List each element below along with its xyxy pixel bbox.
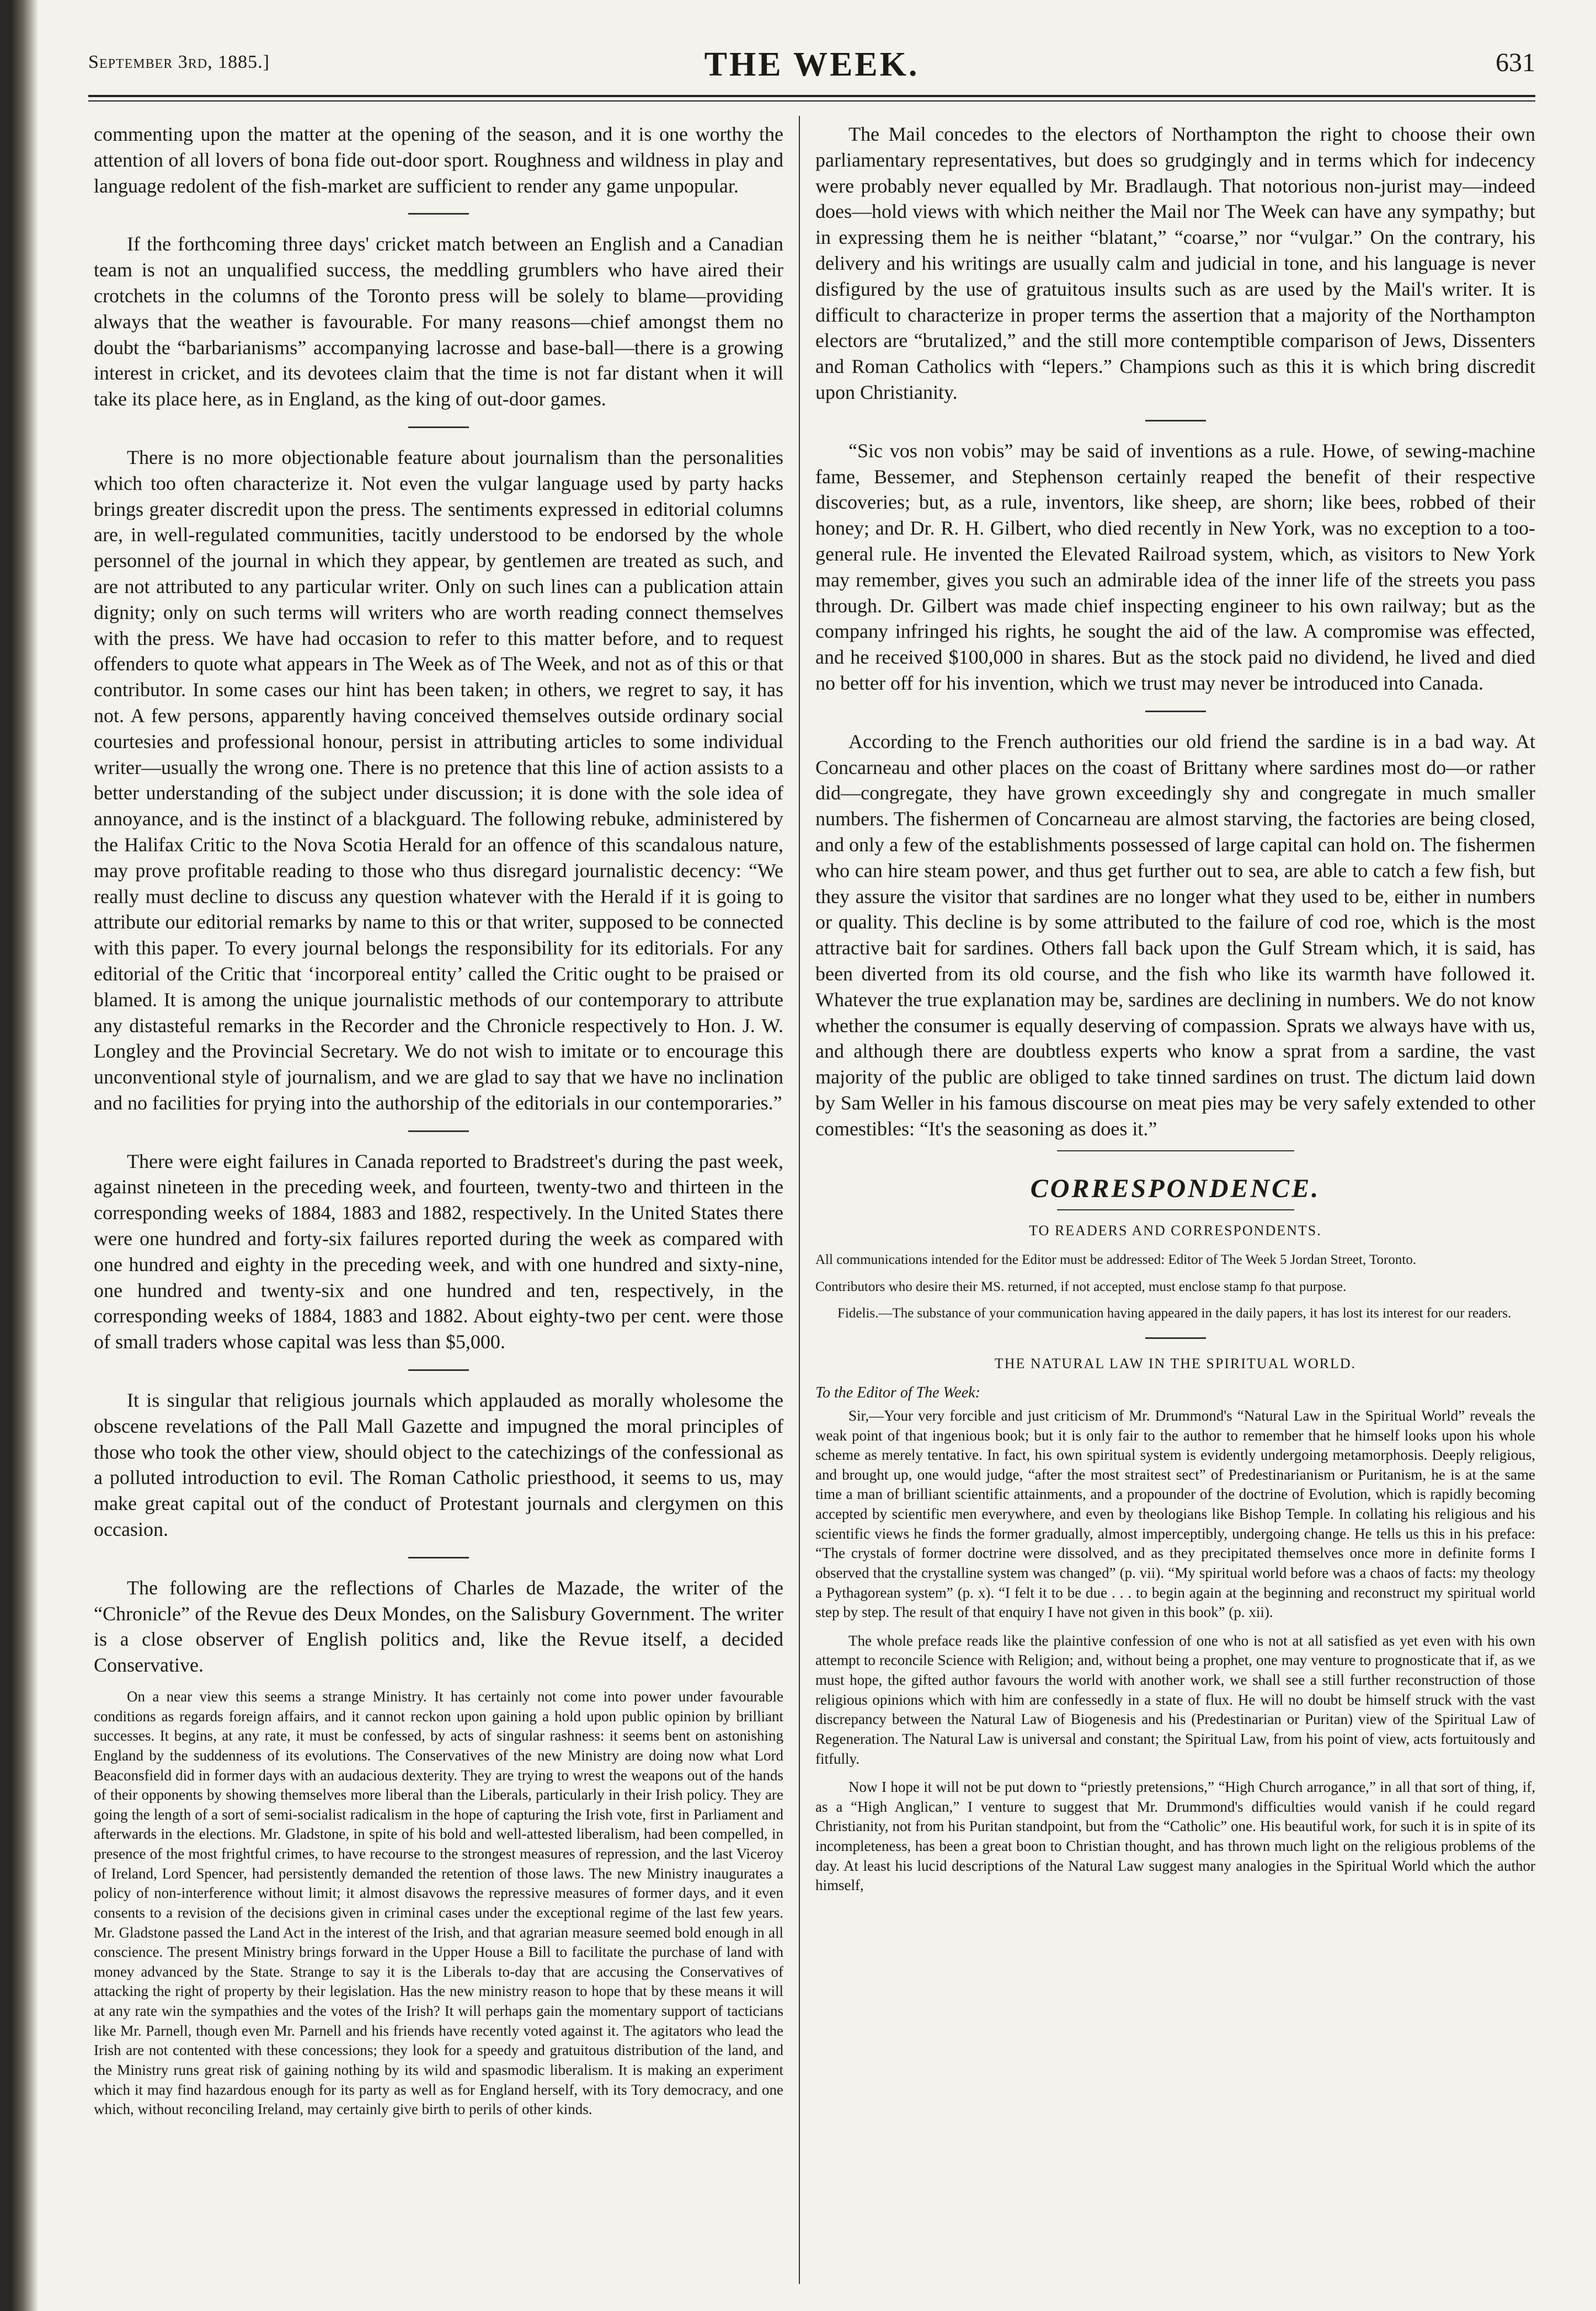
page-header	[88, 45, 1535, 89]
letter-paragraph: The whole preface reads like the plaintive confession of one who is not at all satisfied as yet even with his own attempt to reconcile Science with Religion; and, without being a prophet, one may venture to prognosticate that if, as we must hope, the gifted author favours the world with another work, we shall see a still further reconstruction of those religious opinions which with him are confessedly in a state of flux. He will no doubt be himself struck with the vast discrepancy between the Natural Law of Biogenesis and his (Predestinarian or Puritan) view of the Spiritual Law of Regeneration. The Natural Law is universal and constant; the Spiritual Law, from his point of view, acts fortuitously and fitfully.	[815, 1632, 1535, 1767]
issue-date: September 3rd, 1885.]	[88, 52, 270, 72]
section-separator	[1145, 420, 1206, 421]
letter-salutation: To the Editor of The Week:	[815, 1384, 980, 1401]
section-separator	[408, 426, 469, 428]
section-separator	[408, 1130, 469, 1132]
article-paragraph: If the forthcoming three days' cricket match between an English and a Canadian team is not an unqualified success, the meddling grumblers who have aired their crotchets in the columns of the Toronto press will be solely to blame—providing always that the weather is favourable. For many reasons—chief amongst them no doubt the “barbarianisms” accompanying lacrosse and base-ball—there is a growing interest in cricket, and its devotees claim that the time is not far distant when it will take its place here, as in England, as the king of out-door games.	[94, 233, 783, 410]
column-divider	[799, 116, 800, 2284]
article-paragraph: There were eight failures in Canada reported to Bradstreet's during the past week, against nineteen in the preceding week, and fourteen, twenty-two and thirteen in the corresponding weeks of 1884, 1883 and 1882, respectively. In the United States there were one hundred and forty-six failures reported during the week as compared with one hundred and eighty in the preceding week, and with one hundred and sixty-nine, one hundred and twenty-six and one hundred and ten, respectively, in the corresponding weeks of 1884, 1883 and 1882. About eighty-two per cent. were those of small traders whose capital was less than $5,000.	[94, 1150, 783, 1353]
right-column	[815, 121, 1535, 2284]
letter-paragraph: Now I hope it will not be put down to “priestly pretensions,” “High Church arrogance,” in all that sort of thing, if, as a “High Anglican,” I venture to suggest that Mr. Drummond's difficulties would vanish if he could regard Christianity, not from his Puritan standpoint, but from the “Catholic” one. His beautiful work, for such it is in spite of its incompleteness, has been a great boon to Christian thought, and has thrown much light on the religious problems of the day. At least his lucid descriptions of the Natural Law suggest many analogies in the Spiritual World which the author himself,	[815, 1779, 1535, 1894]
letter-title: THE NATURAL LAW IN THE SPIRITUAL WORLD.	[994, 1355, 1357, 1371]
article-paragraph: It is singular that religious journals which applauded as morally wholesome the obscene revelations of the Pall Mall Gazette and impugned the moral principles of those who took the other view, should object to the catechizings of the confessional as a polluted introduction to evil. The Roman Catholic priesthood, it seems to us, may make great capital out of the conduct of Protestant journals and clergymen on this occasion.	[94, 1389, 783, 1541]
header-rule-thin	[88, 100, 1535, 102]
section-separator	[408, 213, 469, 215]
readers-subheading: TO READERS AND CORRESPONDENTS.	[1029, 1223, 1322, 1239]
quoted-extract: On a near view this seems a strange Ministry. It has certainly not come into power under favourable conditions as regards foreign affairs, and it cannot reckon upon gaining a hold upon public opinion by brilliant successes. It begins, at any rate, it must be confessed, by acts of singular rashness: it seems bent on astonishing England by the suddenness of its evolutions. The Conservatives of the new Ministry are doing now what Lord Beaconsfield did in former days with an audacious dexterity. They are trying to wrest the weapons out of the hands of their opponents by showing themselves more liberal than the Liberals, particularly in their Irish policy. They are going the length of a sort of semi-socialist radicalism in the hope of capturing the Irish vote, first in Parliament and afterwards in the elections. Mr. Gladstone, in spite of his bold and well-attested liberalism, had been compelled, in presence of the most frightful crimes, to have recourse to the strongest measures of repression, and the last Viceroy of Ireland, Lord Spencer, had persistently demanded the retention of those laws. The new Ministry inaugurates a policy of non-interference without limit; it almost disavows the repressive measures of former days, and it even consents to a revision of the decisions given in criminal cases under the exceptional regime of the last few years. Mr. Gladstone passed the Land Act in the interest of the Irish, and that agrarian measure seemed bold enough in all conscience. The present Ministry brings forward in the Upper House a Bill to facilitate the purchase of land with money advanced by the State. Strange to say it is the Liberals to-day that are accusing the Conservatives of attacking the right of property by their legislation. Has the new ministry reason to hope that by these means it will at any rate win the sympathies and the votes of the Irish? It will perhaps gain the momentary support of tacticians like Mr. Parnell, though even Mr. Parnell and his friends have recently voted against it. The agitators who lead the Irish are not contented with these concessions; they look for a speedy and gratuitous distribution of the land, and the Ministry runs great risk of gaining nothing by its wild and spasmodic liberalism. It is making an experiment which it may find hazardous enough for its party as well as for England herself, with its Tory democracy, and one which, without reconciling Ireland, may certainly give birth to perils of other kinds.	[94, 1688, 783, 2118]
heading-underline	[1057, 1209, 1294, 1210]
section-separator	[408, 1369, 469, 1371]
article-paragraph: commenting upon the matter at the opening of the season, and it is one worthy the attention of all lovers of bona fide out-door sport. Roughness and wildness in play and language redolent of the fish-market are sufficient to render any game unpopular.	[94, 123, 783, 197]
editor-notice: Fidelis.—The substance of your communication having appeared in the daily papers, it has lost its interest for our readers.	[837, 1306, 1512, 1321]
left-column	[94, 121, 783, 2284]
section-separator	[408, 1557, 469, 1559]
page-number: 631	[1496, 48, 1535, 77]
article-paragraph: According to the French authorities our old friend the sardine is in a bad way. At Concarneau and other places on the coast of Brittany where sardines most do—or rather did—congregate, they have grown exceedingly shy and congregate in much smaller numbers. The fishermen of Concarneau are almost starving, the factories are being closed, and only a few of the establishments possessed of large capital can hold on. The fishermen who can hire steam power, and thus get further out to sea, are able to catch a few fish, but they assure the visitor that sardines are no longer what they used to be, either in numbers or quality. This decline is by some attributed to the failure of cod roe, which is the most attractive bait for sardines. Others fall back upon the Gulf Stream which, it is said, has been diverted from its old course, and the fish who like its warmth have followed it. Whatever the true explanation may be, sardines are declining in numbers. We do not know whether the consumer is equally deserving of compassion. Sprats we always have with us, and although there are doubtless experts who know a sprat from a sardine, the vast majority of the public are obliged to take tinned sardines on trust. The dictum laid down by Sam Weller in his famous discourse on meat pies may be very safely extended to other comestibles: “It's the seasoning as does it.”	[815, 730, 1535, 1140]
section-rule	[1057, 1150, 1294, 1151]
page-binding-shadow	[0, 0, 39, 2311]
masthead-title: THE WEEK.	[704, 46, 920, 83]
correspondence-heading: CORRESPONDENCE.	[1030, 1174, 1321, 1204]
editor-notice: Contributors who desire their MS. returned, if not accepted, must enclose stamp fo that purpose.	[815, 1279, 1347, 1294]
article-paragraph: “Sic vos non vobis” may be said of inventions as a rule. Howe, of sewing-machine fame, Bessemer, and Stephenson certainly reaped the benefit of their respective discoveries; but, as a rule, inventors, like sheep, are shorn; like bees, robbed of their honey; and Dr. R. H. Gilbert, who died recently in New York, was no exception to a too-general rule. He invented the Elevated Railroad system, which, as visitors to New York may remember, gives you such an admirable idea of the inner life of the streets you pass through. Dr. Gilbert was made chief inspecting engineer to his own railway; but as the company infringed his rights, he sought the aid of the law. A compromise was effected, and he received $100,000 in shares. But as the stock paid no dividend, he lived and died no better off for his invention, which we trust may never be introduced into Canada.	[815, 439, 1535, 694]
section-separator	[1145, 1337, 1206, 1339]
section-separator	[1145, 711, 1206, 712]
editor-notice: All communications intended for the Editor must be addressed: Editor of The Week 5 Jordan Street, Toronto.	[815, 1252, 1417, 1268]
letter-paragraph: Sir,—Your very forcible and just criticism of Mr. Drummond's “Natural Law in the Spiritual World” reveals the weak point of that ingenious book; but it is only fair to the author to remember that he himself looks upon his whole scheme as merely tentative. In fact, his own spiritual system is evidently undergoing metamorphosis. Deeply religious, and brought up, one would judge, “after the most straitest sect” of Predestinarianism or Puritanism, he is at the same time a man of brilliant scientific attainments, and a propounder of the doctrine of Evolution, which is rapidly becoming accepted by scientific men everywhere, and even by theologians like Bishop Temple. In collating his religious and his scientific views he finds the former gradually, almost imperceptibly, undergoing change. He tells us this in his preface: “The crystals of former doctrine were dissolved, and as they precipitated themselves once more in definite forms I observed that the crystalline system was changed” (p. vii). “My spiritual world before was a chaos of facts: my theology a Pythagorean system” (p. x). “I felt it to be due . . . to begin again at the beginning and reconstruct my spiritual world step by step. The result of that enquiry I have not given in this book” (p. xii).	[815, 1407, 1535, 1621]
article-paragraph: The following are the reflections of Charles de Mazade, the writer of the “Chronicle” of the Revue des Deux Mondes, on the Salisbury Government. The writer is a close observer of English politics and, like the Revue itself, a decided Conservative.	[94, 1576, 783, 1677]
header-rule	[88, 95, 1535, 97]
article-paragraph: The Mail concedes to the electors of Northampton the right to choose their own parliamentary representatives, but does so grudgingly and in terms which for indecency were probably never equalled by Mr. Bradlaugh. That notorious non-jurist may—indeed does—hold views with which neither the Mail nor The Week can have any sympathy; but in expressing them he is neither “blatant,” “coarse,” nor “vulgar.” On the contrary, his delivery and his writings are usually calm and judicial in tone, and his language is never disfigured by the use of gratuitous insults such as are used by the Mail's writer. It is difficult to characterize in proper terms the assertion that a majority of the Northampton electors are “brutalized,” and the still more contemptible comparison of Jews, Dissenters and Roman Catholics with “lepers.” Champions such as this it is which bring discredit upon Christianity.	[815, 123, 1535, 403]
article-paragraph: There is no more objectionable feature about journalism than the personalities which too often characterize it. Not even the vulgar language used by party hacks brings greater discredit upon the press. The sentiments expressed in editorial columns are, in well-regulated communities, tacitly understood to be endorsed by the whole personnel of the journal in which they appear, by gentlemen are treated as such, and are not attributed to any particular writer. Only on such lines can a publication attain dignity; only on such terms will writers who are worth reading connect themselves with the press. We have had occasion to refer to this matter before, and to request offenders to quote what appears in The Week as of The Week, and not as of this or that contributor. In some cases our hint has been taken; in others, we regret to say, it has not. A few persons, apparently having conceived themselves outside ordinary social courtesies and professional honour, persist in attributing articles to some individual writer—usually the wrong one. There is no pretence that this line of action assists to a better understanding of the subject under discussion; it is done with the sole idea of annoyance, and is the instinct of a blackguard. The following rebuke, administered by the Halifax Critic to the Nova Scotia Herald for an offence of this scandalous nature, may prove profitable reading to those who thus disregard journalistic decency: “We really must decline to discuss any question whatever with the Herald if it is going to attribute our editorial remarks by name to this or that writer, supposed to be connected with this paper. To every journal belongs the responsibility for its editorials. For any editorial of the Critic that ‘incorporeal entity’ called the Critic ought to be praised or blamed. It is among the unique journalistic methods of our contemporary to attribute any distasteful remarks in the Recorder and the Chronicle respectively to Hon. J. W. Longley and the Provincial Secretary. We do not wish to imitate or to encourage this unconventional style of journalism, and we are glad to say that we have no inclination and no facilities for prying into the authorship of the editorials in our contemporaries.”	[94, 446, 783, 1114]
